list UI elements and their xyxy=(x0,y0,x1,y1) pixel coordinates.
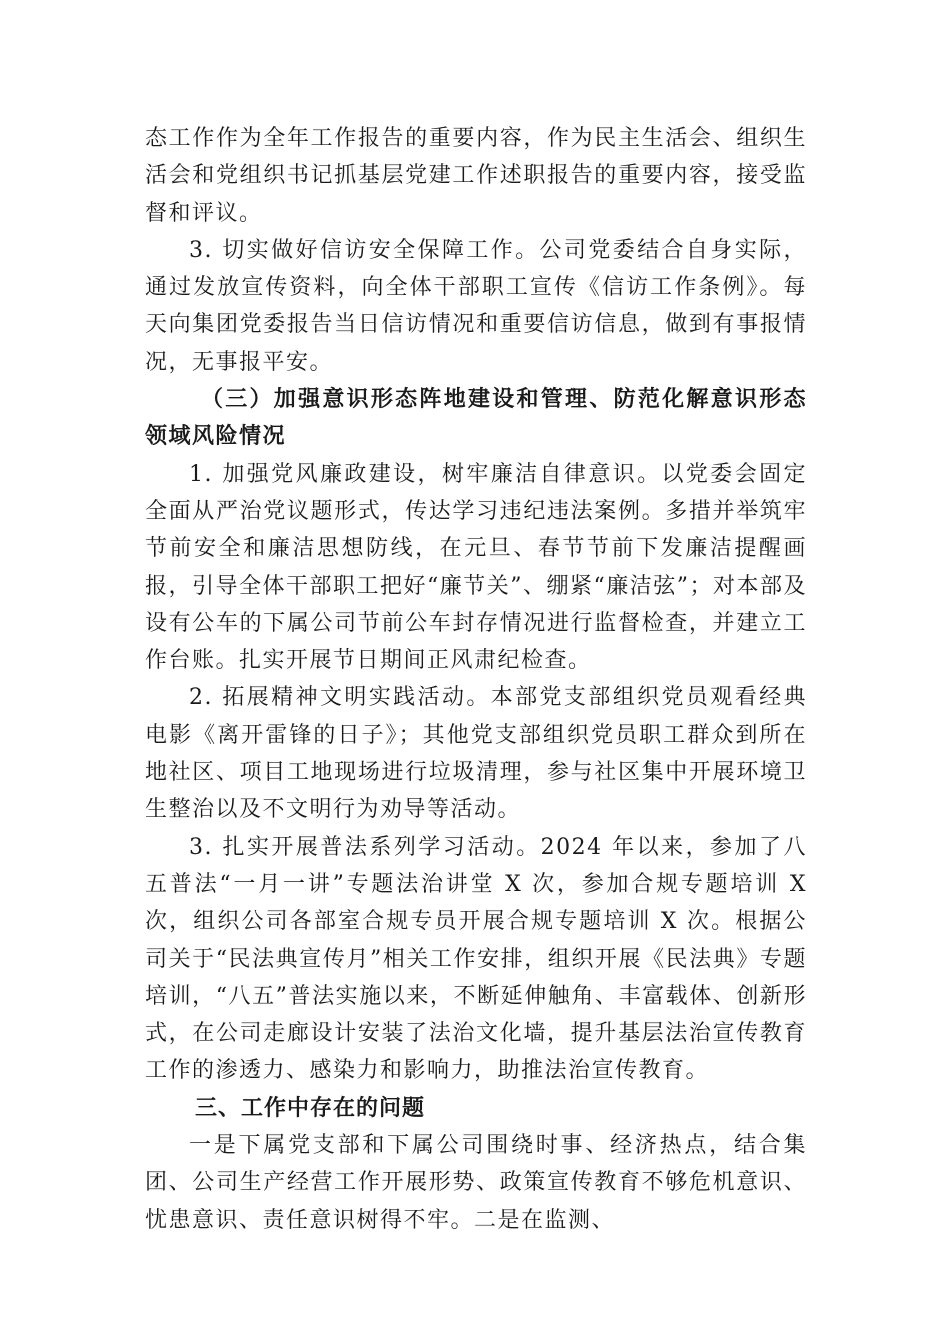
section-heading: 三、工作中存在的问题 xyxy=(195,1095,426,1121)
body-paragraph: 态工作作为全年工作报告的重要内容，作为民主生活会、组织生活会和党组织书记抓基层党建工作述职报告的重要内容，接受监督和评议。 xyxy=(145,126,807,226)
body-paragraph: 2. 拓展精神文明实践活动。本部党支部组织党员观看经典电影《离开雷锋的日子》；其他党支部组织党员职工群众到所在地社区、项目工地现场进行垃圾清理，参与社区集中开展环境卫生整治以及不文明行为劝导等活动。 xyxy=(145,685,807,823)
body-paragraph: 一是下属党支部和下属公司围绕时事、经济热点，结合集团、公司生产经营工作开展形势、政策宣传教育不够危机意识、忧患意识、责任意识树得不牢。二是在监测、 xyxy=(145,1133,807,1233)
document-page xyxy=(145,120,807,1239)
section-subheading: （三）加强意识形态阵地建设和管理、防范化解意识形态领域风险情况 xyxy=(145,386,807,450)
body-paragraph: 1. 加强党风廉政建设，树牢廉洁自律意识。以党委会固定全面从严治党议题形式，传达学习违纪违法案例。多措并举筑牢节前安全和廉洁思想防线，在元旦、春节节前下发廉洁提醒画报，引导全体干部职工把好“廉节关”、绷紧“廉洁弦”；对本部及设有公车的下属公司节前公车封存情况进行监督检查，并建立工作台账。扎实开展节日期间正风肃纪检查。 xyxy=(145,461,807,674)
body-paragraph: 3. 切实做好信访安全保障工作。公司党委结合自身实际，通过发放宣传资料，向全体干部职工宣传《信访工作条例》。每天向集团党委报告当日信访情况和重要信访信息，做到有事报情况，无事报平安。 xyxy=(145,237,807,375)
body-paragraph: 3. 扎实开展普法系列学习活动。2024 年以来，参加了八五普法“一月一讲”专题法治讲堂 X 次，参加合规专题培训 X 次，组织公司各部室合规专员开展合规专题培训 X 次。根据公司关于“民法典宣传月”相关工作安排，组织开展《民法典》专题培训，“八五”普法实施以来，不断延伸触角、丰富载体、创新形式，在公司走廊设计安装了法治文化墙，提升基层法治宣传教育工作的渗透力、感染力和影响力，助推法治宣传教育。 xyxy=(145,834,807,1084)
